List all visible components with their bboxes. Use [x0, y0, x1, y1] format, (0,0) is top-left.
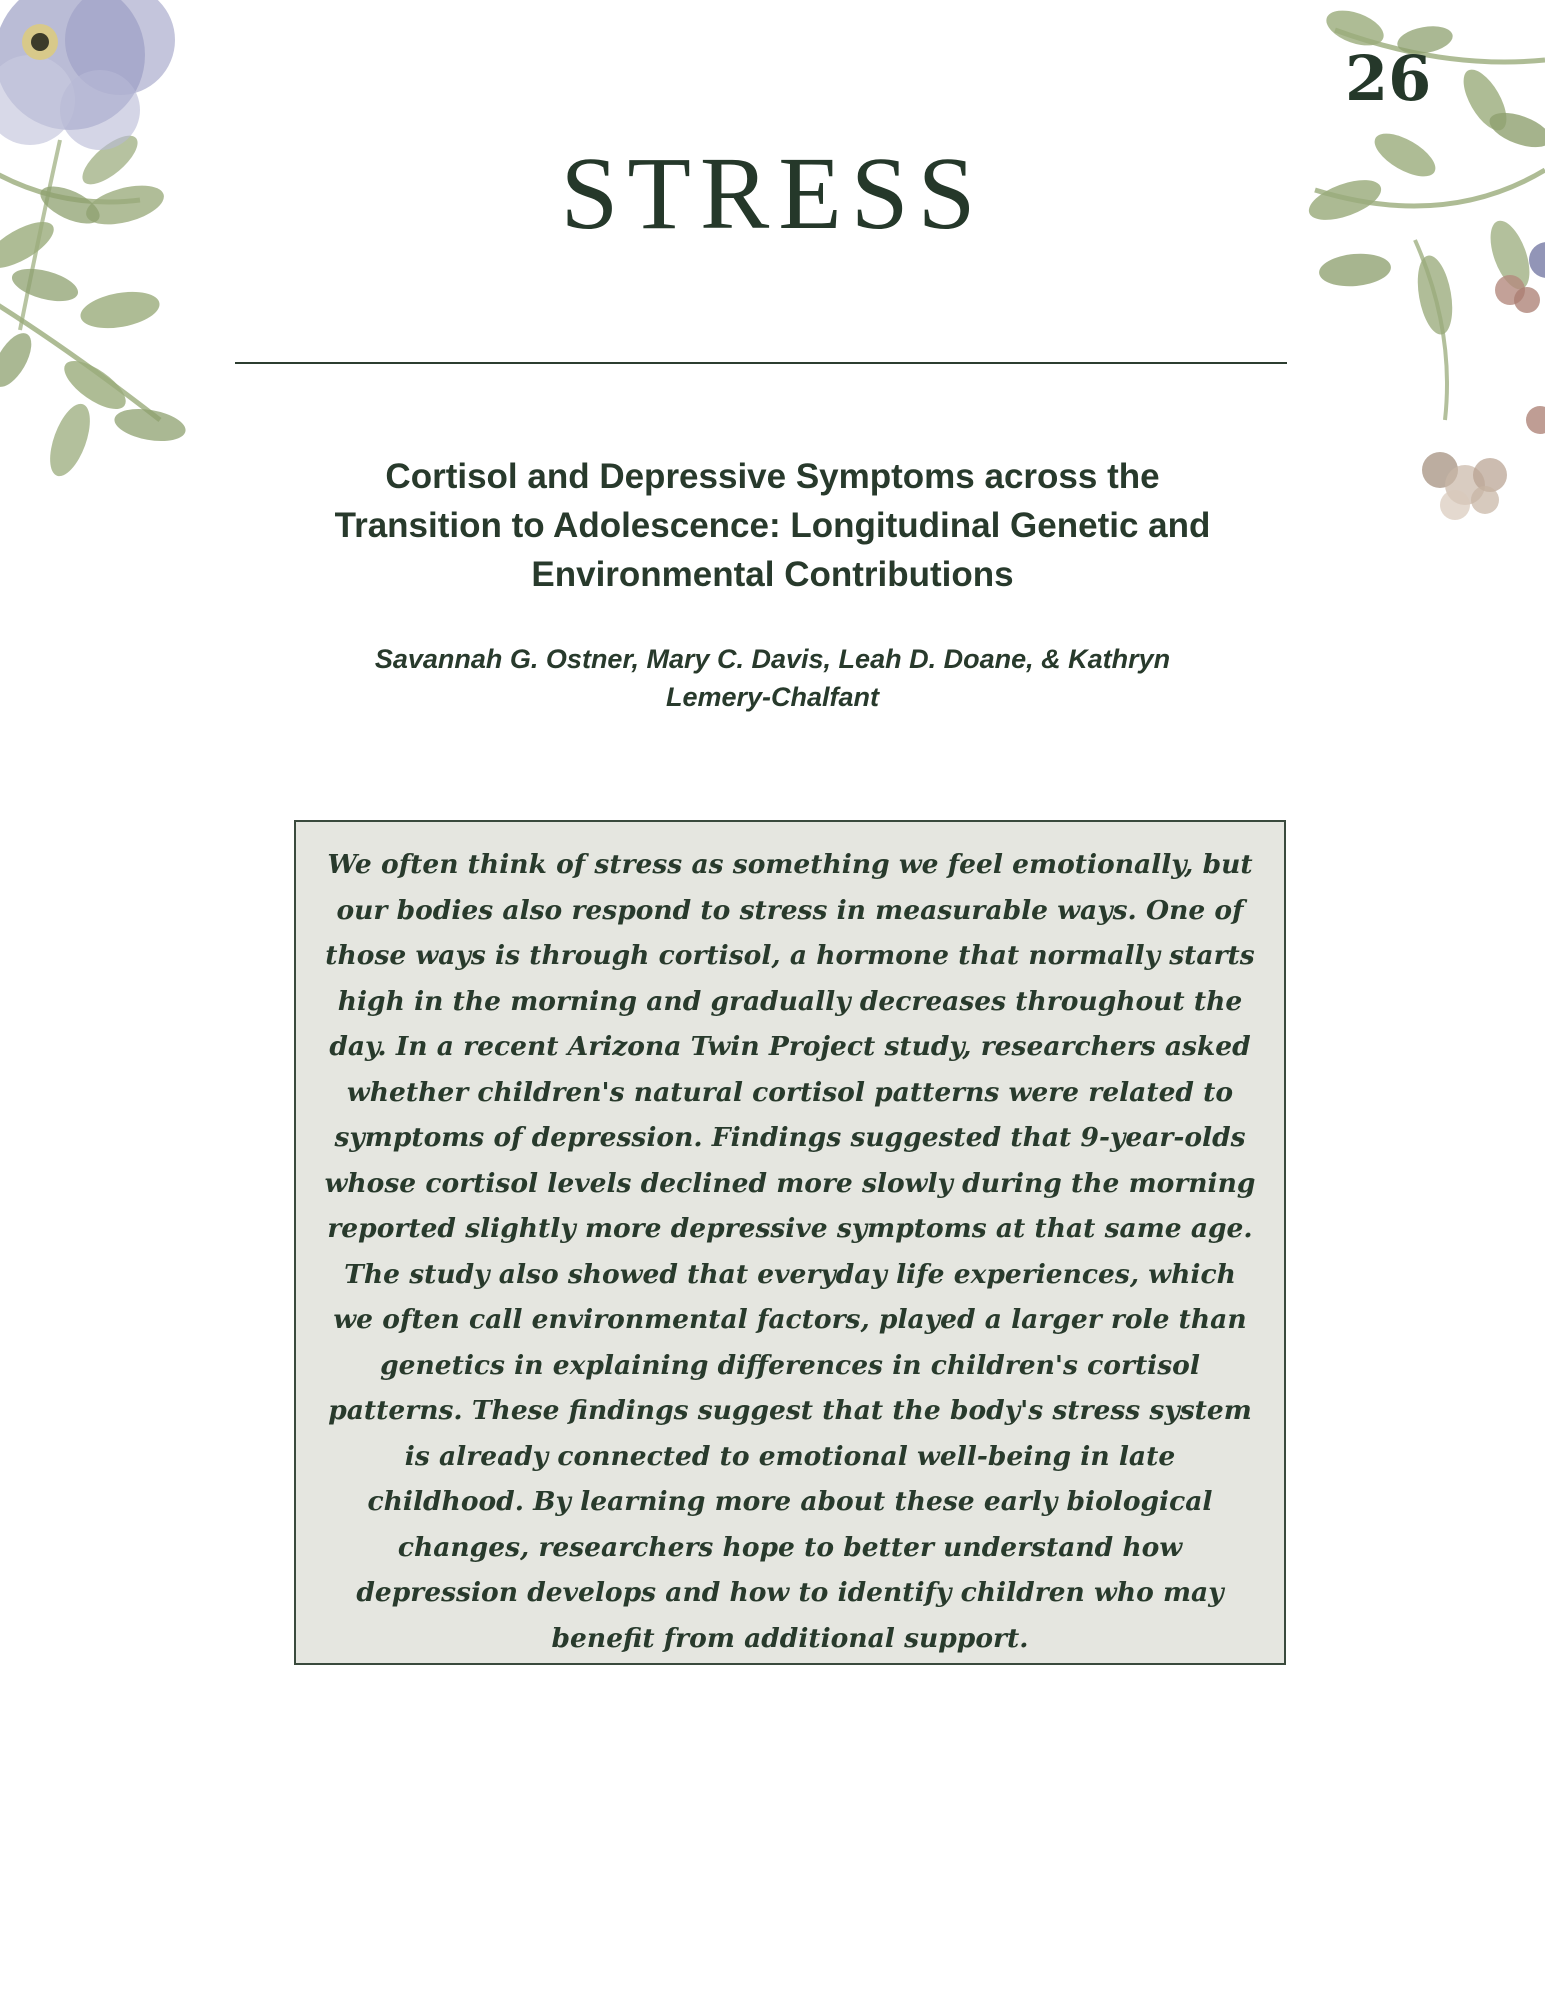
- summary-box: [294, 820, 1286, 1665]
- floral-corner-top-left-icon: [0, 0, 200, 500]
- article-authors: Savannah G. Ostner, Mary C. Davis, Leah D. Doane, & Kathryn Lemery-Chalfant: [374, 644, 1171, 712]
- article-title: Cortisol and Depressive Symptoms across the Transition to Adolescence: Longitudinal Genetic and Environmental Contributions: [334, 457, 1211, 594]
- section-title: STRESS: [560, 136, 985, 251]
- title-divider: [235, 362, 1287, 364]
- page-number: 26: [1345, 42, 1432, 115]
- summary-text: We often think of stress as something we feel emotionally, but our bodies also respond to stress in measurable ways. One of those ways is through cortisol, a hormone that normally starts high in the morning and gradually decreases throughout the day. In a recent Arizona Twin Project study, researchers asked whether children's natural cortisol patterns were related to symptoms of depression. Findings suggested that 9-year-olds whose cortisol levels declined more slowly during the morning reported slightly more depressive symptoms at that same age. The study also showed that everyday life experiences, which we often call environmental factors, played a larger role than genetics in explaining differences in children's cortisol patterns. These findings suggest that the body's stress system is already connected to emotional well-being in late childhood. By learning more about these early biological changes, researchers hope to better understand how depression develops and how to identify children who may benefit from additional support.: [324, 849, 1256, 1654]
